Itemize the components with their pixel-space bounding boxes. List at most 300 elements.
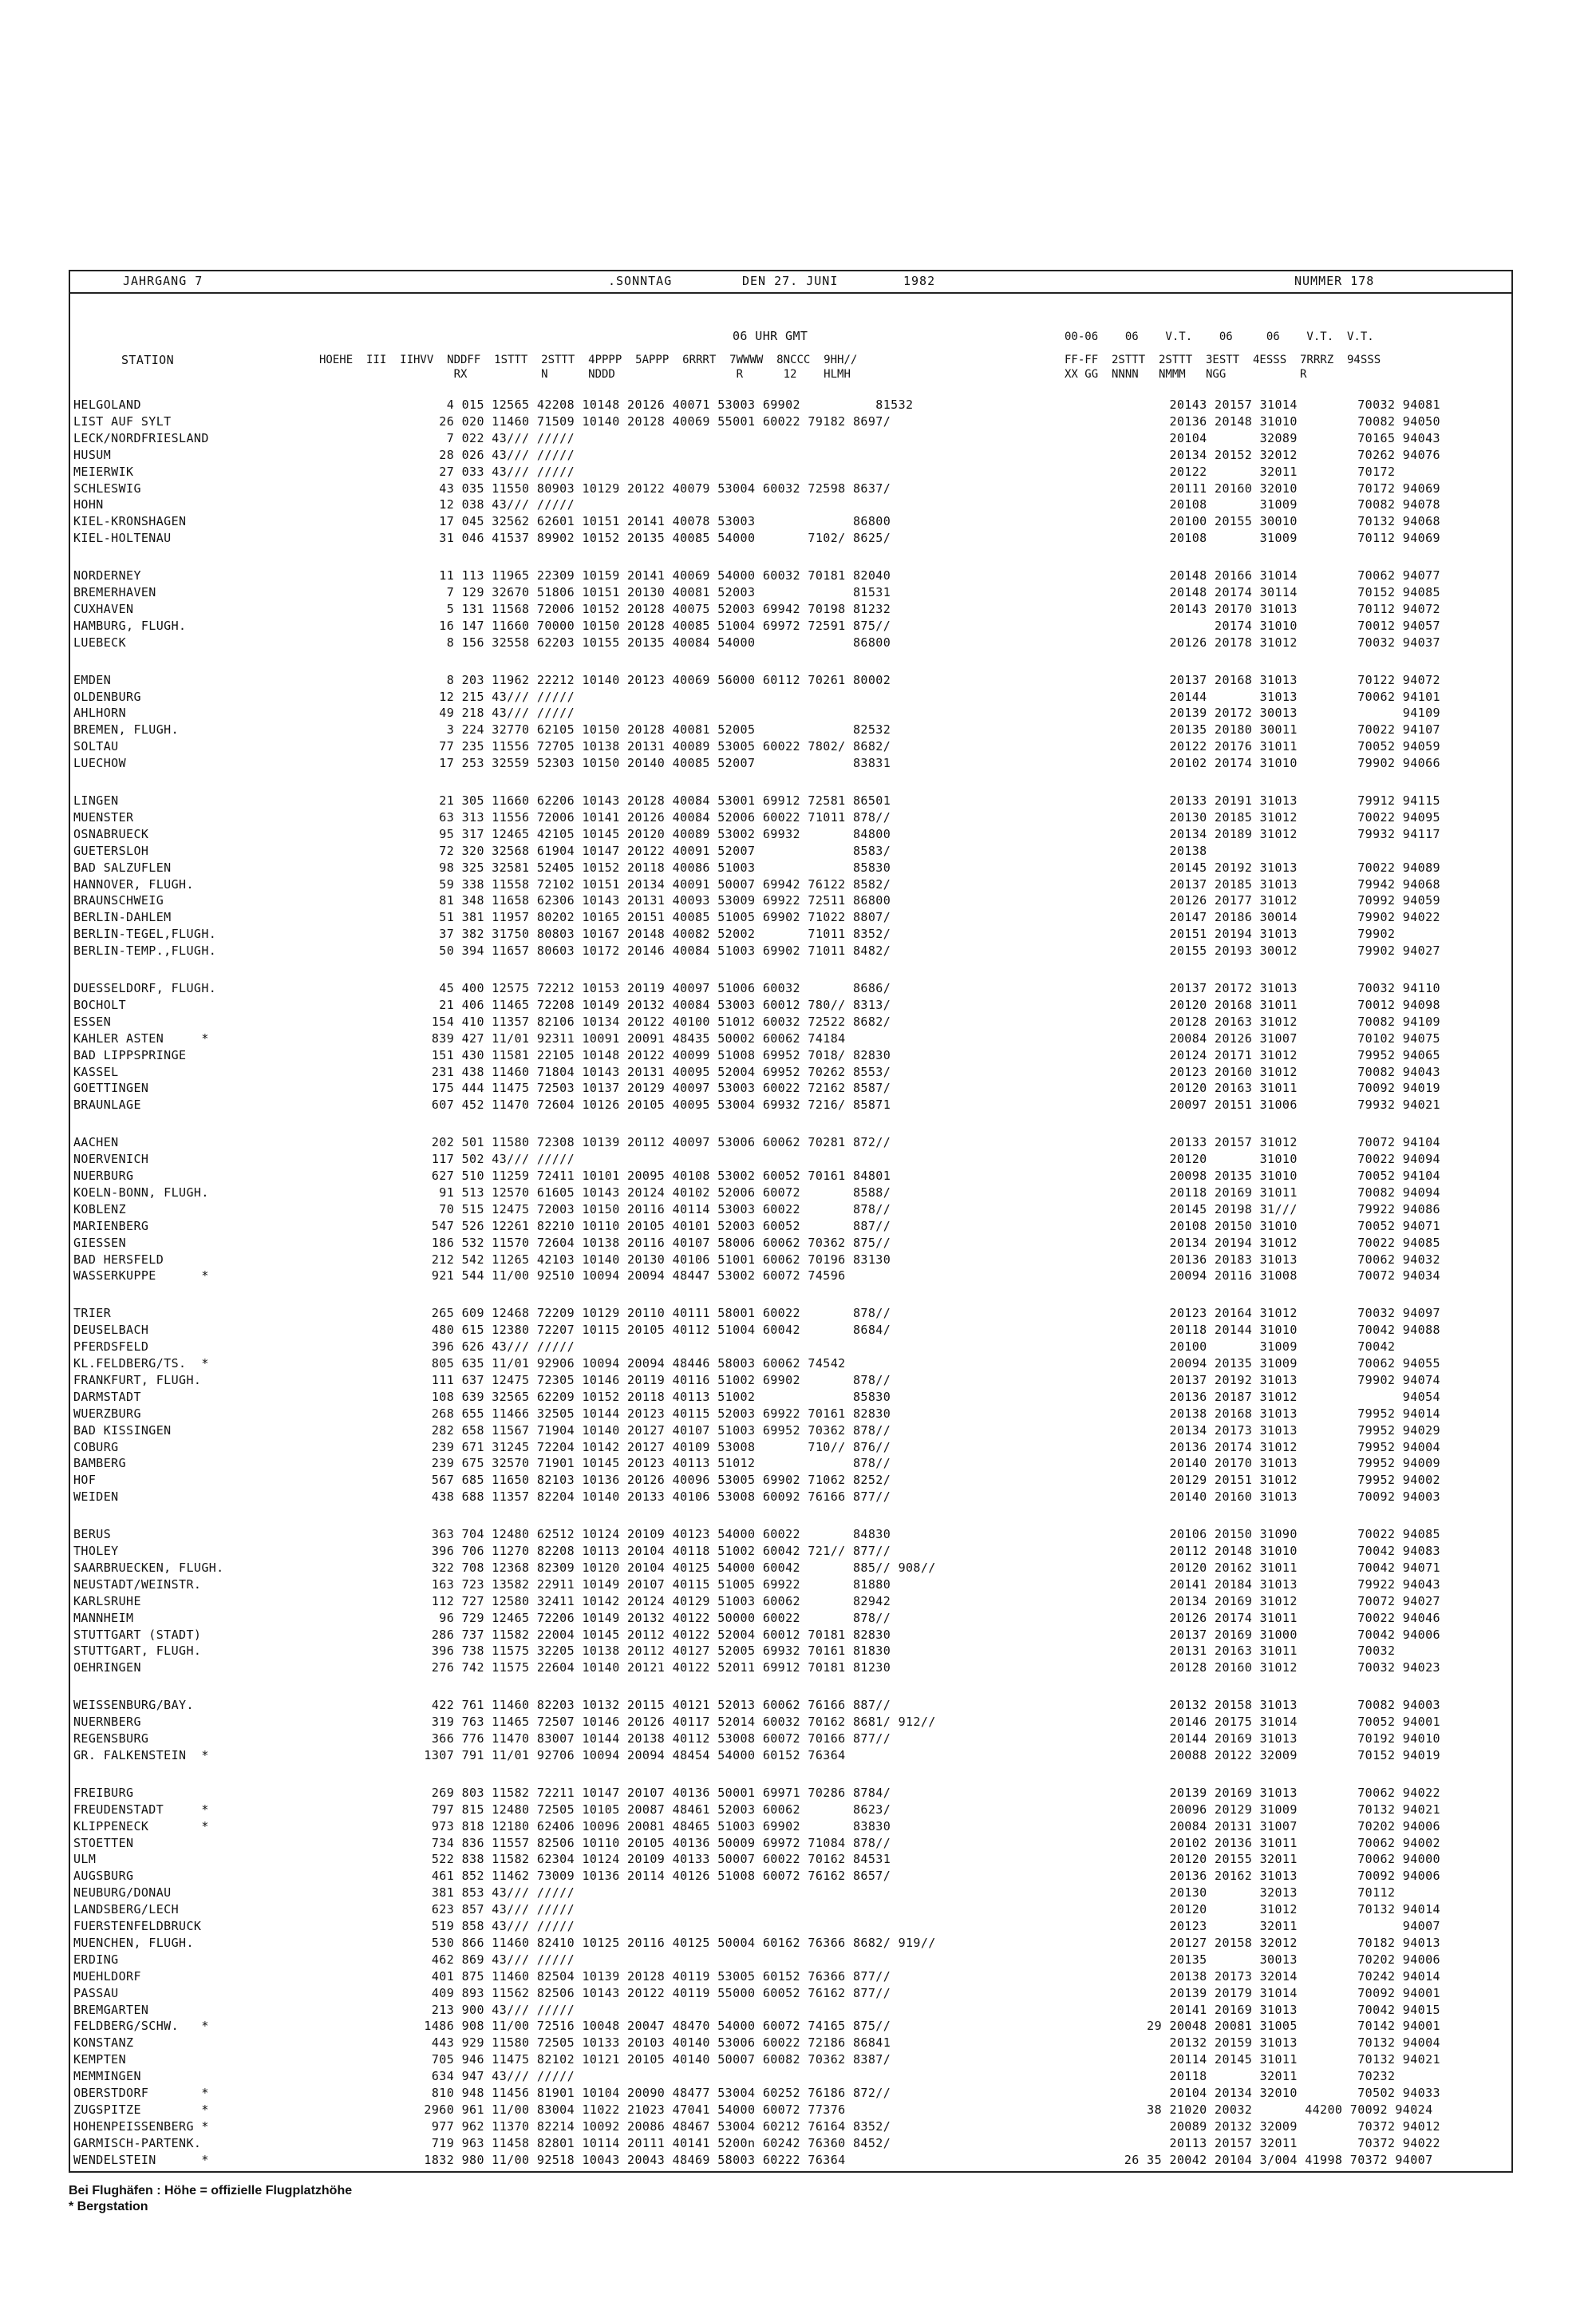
supplementary-groups: 20148 20166 31014 70062 94077 [1109, 568, 1440, 583]
station-name: BAD KISSINGEN [73, 1422, 172, 1438]
station-name: AACHEN [73, 1135, 119, 1150]
issue-number: NUMMER 178 [1294, 274, 1375, 288]
observation-groups: 396 706 11270 82208 10113 20104 40118 51002 60042 721// 877// [417, 1544, 891, 1558]
table-row [70, 1986, 1515, 2003]
observation-groups: 322 708 12368 82309 10120 20104 40125 54000 60042 885// 908// [417, 1560, 936, 1575]
observation-groups: 96 729 12465 72206 10149 20132 40122 50000 60022 878// [417, 1610, 891, 1625]
table-row [70, 431, 1515, 448]
observation-groups: 213 900 43/// ///// [417, 2002, 575, 2017]
table-row [70, 827, 1515, 844]
station-name: NORDERNEY [73, 568, 141, 583]
table-row [70, 1885, 1515, 1902]
table-row [70, 1339, 1515, 1356]
table-row [70, 531, 1515, 548]
observation-groups: 81 348 11658 62306 10143 20131 40093 53009 69922 72511 86800 [417, 893, 891, 908]
station-column-header: STATION [121, 353, 175, 367]
station-name: BRAUNSCHWEIG [73, 893, 164, 908]
supplementary-groups: 20137 20172 31013 70032 94110 [1109, 981, 1440, 995]
table-row [70, 1252, 1515, 1269]
station-name: AUGSBURG [73, 1869, 134, 1884]
observation-groups: 462 869 43/// ///// [417, 1952, 575, 1967]
observation-groups: 2960 961 11/00 83004 11022 21023 47041 54000 60072 77376 [417, 2102, 846, 2117]
observation-groups: 27 033 43/// ///// [417, 464, 575, 479]
supplementary-groups: 20120 20168 31011 70012 94098 [1109, 997, 1440, 1012]
supplementary-groups: 20131 20163 31011 70032 [1109, 1644, 1396, 1659]
table-row [70, 1202, 1515, 1219]
supplementary-groups: 20138 20168 31013 79952 94014 [1109, 1406, 1440, 1421]
supplementary-groups: 20108 20150 31010 70052 94071 [1109, 1218, 1440, 1233]
supplementary-groups: 20147 20186 30014 79902 94022 [1109, 910, 1440, 925]
observation-groups: 363 704 12480 62512 10124 20109 40123 54000 60022 84830 [417, 1527, 891, 1542]
supplementary-groups: 20144 31013 70062 94101 [1109, 689, 1440, 704]
station-name: STUTTGART (STADT) [73, 1627, 202, 1642]
station-name: SOLTAU [73, 739, 119, 754]
date-label: DEN 27. JUNI [742, 274, 839, 288]
supplementary-groups: 20126 20177 31012 70992 94059 [1109, 893, 1440, 908]
supplementary-groups: 20098 20135 31010 70052 94104 [1109, 1169, 1440, 1183]
station-name: KOELN-BONN, FLUGH. [73, 1185, 209, 1200]
table-row [70, 514, 1515, 531]
supplementary-groups: 20137 20192 31013 79902 94074 [1109, 1372, 1440, 1387]
station-name: OEHRINGEN [73, 1660, 141, 1675]
station-name: ULM [73, 1852, 97, 1867]
supplementary-groups: 20118 20144 31010 70042 94088 [1109, 1323, 1440, 1338]
station-name: BERUS [73, 1527, 112, 1542]
station-name: BREMGARTEN [73, 2002, 149, 2017]
supplementary-groups: 20096 20129 31009 70132 94021 [1109, 1802, 1440, 1817]
year-label: 1982 [903, 274, 936, 288]
observation-groups: 921 544 11/00 92510 10094 20094 48447 53002 60072 74596 [417, 1268, 846, 1284]
station-name: KOBLENZ [73, 1201, 127, 1216]
table-row [70, 1577, 1515, 1594]
station-name: KONSTANZ [73, 2035, 134, 2051]
observation-groups: 461 852 11462 73009 10136 20114 40126 51008 60072 76162 8657/ [417, 1869, 891, 1884]
station-name: DUESSELDORF, FLUGH. [73, 981, 217, 995]
observation-groups: 16 147 11660 70000 10150 20128 40085 51004 69972 72591 875// [417, 618, 891, 633]
supplementary-groups: 20104 32089 70165 94043 [1109, 430, 1440, 445]
observation-groups: 839 427 11/01 92311 10091 20091 48435 50002 60062 74184 [417, 1030, 846, 1046]
station-name: HUSUM [73, 447, 112, 462]
table-row [70, 1748, 1515, 1765]
supplementary-groups: 20134 20189 31012 79932 94117 [1109, 826, 1440, 841]
observation-groups: 366 776 11470 83007 10144 20138 40112 53008 60072 70166 877// [417, 1731, 891, 1746]
observation-groups: 63 313 11556 72006 10141 20126 40084 52006 60022 71011 878// [417, 809, 891, 825]
observation-groups: 91 513 12570 61605 10143 20124 40102 52006 60072 8588/ [417, 1185, 891, 1200]
supplementary-groups: 20136 20183 31013 70062 94032 [1109, 1252, 1440, 1267]
station-name: FRANKFURT, FLUGH. [73, 1372, 202, 1387]
station-name: GR. FALKENSTEIN * [73, 1747, 209, 1762]
supplementary-groups: 20135 30013 70202 94006 [1109, 1952, 1440, 1967]
observation-groups: 734 836 11557 82506 10110 20105 40136 50009 69972 71084 878// [417, 1835, 891, 1850]
station-name: HOF [73, 1473, 97, 1488]
observation-groups: 282 658 11567 71904 10140 20127 40107 51003 69952 70362 878// [417, 1422, 891, 1438]
observation-groups: 409 893 11562 82506 10143 20122 40119 55000 60052 76162 877// [417, 1985, 891, 2000]
station-name: KIEL-KRONSHAGEN [73, 514, 187, 529]
observation-groups: 95 317 12465 42105 10145 20120 40089 53002 69932 84800 [417, 826, 891, 841]
table-row [70, 1065, 1515, 1082]
station-name: NOERVENICH [73, 1152, 149, 1167]
table-row [70, 2136, 1515, 2153]
observation-groups: 4 015 12565 42208 10148 20126 40071 53003 69902 81532 [417, 398, 914, 412]
station-name: THOLEY [73, 1544, 119, 1558]
observation-groups: 422 761 11460 82203 10132 20115 40121 52013 60062 76166 887// [417, 1698, 891, 1713]
station-name: NEUBURG/DONAU [73, 1885, 172, 1901]
observation-groups: 1307 791 11/01 92706 10094 20094 48454 54000 60152 76364 [417, 1747, 846, 1762]
table-row [70, 1731, 1515, 1748]
supplementary-groups: 20138 [1109, 843, 1207, 858]
observation-groups: 268 655 11466 32505 10144 20123 40115 52003 69922 70161 82830 [417, 1406, 891, 1421]
right-columns-subheader: XX GG NNNN NMMM NGG R [1065, 368, 1307, 381]
station-name: SCHLESWIG [73, 481, 141, 496]
supplementary-groups: 20114 20145 31011 70132 94021 [1109, 2052, 1440, 2067]
observation-groups: 212 542 11265 42103 10140 20130 40106 51001 60062 70196 83130 [417, 1252, 891, 1267]
station-name: KIEL-HOLTENAU [73, 531, 172, 546]
table-row [70, 1660, 1515, 1677]
supplementary-groups: 20141 20169 31013 70042 94015 [1109, 2002, 1440, 2017]
observation-groups: 547 526 12261 82210 10110 20105 40101 52003 60052 887// [417, 1218, 891, 1233]
station-name: WUERZBURG [73, 1406, 141, 1421]
observation-groups: 805 635 11/01 92906 10094 20094 48446 58003 60062 74542 [417, 1356, 846, 1371]
supplementary-groups: 20136 20187 31012 94054 [1109, 1389, 1440, 1404]
supplementary-groups: 20113 20157 32011 70372 94022 [1109, 2135, 1440, 2150]
supplementary-groups: 20139 20172 30013 94109 [1109, 706, 1440, 721]
observation-groups: 797 815 12480 72505 10105 20087 48461 52003 60062 8623/ [417, 1802, 891, 1817]
station-name: BERLIN-TEGEL,FLUGH. [73, 927, 217, 942]
supplementary-groups: 20134 20194 31012 70022 94085 [1109, 1235, 1440, 1250]
observation-groups: 319 763 11465 72507 10146 20126 40117 52014 60032 70162 8681/ 912// [417, 1715, 936, 1730]
station-name: MANNHEIM [73, 1610, 134, 1625]
supplementary-groups: 20123 32011 94007 [1109, 1919, 1440, 1933]
station-name: BAD HERSFELD [73, 1252, 164, 1267]
table-row [70, 756, 1515, 773]
supplementary-groups: 20136 20148 31010 70082 94050 [1109, 413, 1440, 429]
station-name: REGENSBURG [73, 1731, 149, 1746]
supplementary-groups: 20155 20193 30012 79902 94027 [1109, 943, 1440, 959]
supplementary-groups: 20132 20158 31013 70082 94003 [1109, 1698, 1440, 1713]
station-name: LUEBECK [73, 635, 127, 650]
table-row [70, 1135, 1515, 1152]
station-name: COBURG [73, 1439, 119, 1454]
station-name: WENDELSTEIN * [73, 2152, 209, 2167]
table-row [70, 1268, 1515, 1285]
supplementary-groups: 20133 20191 31013 79912 94115 [1109, 793, 1440, 808]
table-row [70, 1098, 1515, 1114]
observation-groups: 72 320 32568 61904 10147 20122 40091 52007 8583/ [417, 843, 891, 858]
report-header [70, 271, 1511, 294]
table-row [70, 1544, 1515, 1560]
table-row [70, 1185, 1515, 1202]
table-row [70, 910, 1515, 927]
station-name: FREUDENSTADT * [73, 1802, 209, 1817]
station-name: KARLSRUHE [73, 1593, 141, 1608]
supplementary-groups: 20112 20148 31010 70042 94083 [1109, 1544, 1440, 1558]
observation-groups: 567 685 11650 82103 10136 20126 40096 53005 69902 71062 8252/ [417, 1473, 891, 1488]
supplementary-groups: 20102 20136 31011 70062 94002 [1109, 1835, 1440, 1850]
supplementary-groups: 20123 20160 31012 70082 94043 [1109, 1064, 1440, 1079]
station-name: OLDENBURG [73, 689, 141, 704]
supplementary-groups: 20134 20152 32012 70262 94076 [1109, 447, 1440, 462]
station-name: BERLIN-DAHLEM [73, 910, 172, 925]
table-row [70, 2086, 1515, 2102]
observation-groups: 31 046 41537 89902 10152 20135 40085 54000 7102/ 8625/ [417, 531, 891, 546]
supplementary-groups: 20126 20178 31012 70032 94037 [1109, 635, 1440, 650]
station-name: OSNABRUECK [73, 826, 149, 841]
observation-groups: 98 325 32581 52405 10152 20118 40086 51003 85830 [417, 860, 891, 875]
observation-groups: 401 875 11460 82504 10139 20128 40119 53005 60152 76366 877// [417, 1968, 891, 1984]
station-name: NUERBURG [73, 1169, 134, 1183]
supplementary-groups: 20138 20173 32014 70242 94014 [1109, 1968, 1440, 1984]
supplementary-groups: 20129 20151 31012 79952 94002 [1109, 1473, 1440, 1488]
station-name: SAARBRUECKEN, FLUGH. [73, 1560, 224, 1575]
supplementary-groups: 20135 20180 30011 70022 94107 [1109, 722, 1440, 738]
station-name: GOETTINGEN [73, 1081, 149, 1096]
station-name: GUETERSLOH [73, 843, 149, 858]
observation-groups: 286 737 11582 22004 10145 20112 40122 52004 60012 70181 82830 [417, 1627, 891, 1642]
observation-groups: 7 129 32670 51806 10151 20130 40081 52003 81531 [417, 585, 891, 599]
observation-groups: 8 203 11962 22212 10140 20123 40069 56000 60112 70261 80002 [417, 672, 891, 687]
table-row [70, 1969, 1515, 1986]
supplementary-groups: 20136 20174 31012 79952 94004 [1109, 1439, 1440, 1454]
observation-groups: 480 615 12380 72207 10115 20105 40112 51004 60042 8684/ [417, 1323, 891, 1338]
station-name: LANDSBERG/LECH [73, 1902, 180, 1917]
station-name: KAHLER ASTEN * [73, 1030, 209, 1046]
observation-groups: 50 394 11657 80603 10172 20146 40084 51003 69902 71011 8482/ [417, 943, 891, 959]
observation-groups: 17 253 32559 52303 10150 20140 40085 52007 83831 [417, 756, 891, 771]
supplementary-groups: 20130 32013 70112 [1109, 1885, 1396, 1901]
observation-groups: 49 218 43/// ///// [417, 706, 575, 721]
footnote-airports: Bei Flughäfen : Höhe = offizielle Flugplatzhöhe [69, 2184, 353, 2197]
table-row [70, 927, 1515, 943]
observation-groups: 5 131 11568 72006 10152 20128 40075 52003 69942 70198 81232 [417, 601, 891, 616]
table-row [70, 2003, 1515, 2019]
station-name: ESSEN [73, 1014, 112, 1029]
station-name: PFERDSFELD [73, 1339, 149, 1355]
station-name: BRAUNLAGE [73, 1098, 141, 1113]
supplementary-groups: 20122 20176 31011 70052 94059 [1109, 739, 1440, 754]
station-name: MUEHLDORF [73, 1968, 141, 1984]
observation-groups: 12 038 43/// ///// [417, 497, 575, 512]
table-row [70, 602, 1515, 619]
table-row [70, 844, 1515, 860]
table-row [70, 981, 1515, 998]
station-name: WEISSENBURG/BAY. [73, 1698, 194, 1713]
supplementary-groups: 20145 20198 31/// 79922 94086 [1109, 1201, 1440, 1216]
supplementary-groups: 20097 20151 31006 79932 94021 [1109, 1098, 1440, 1113]
table-row [70, 860, 1515, 877]
table-row [70, 1836, 1515, 1853]
supplementary-groups: 20118 20169 31011 70082 94094 [1109, 1185, 1440, 1200]
supplementary-groups: 20132 20159 31013 70132 94004 [1109, 2035, 1440, 2051]
observation-groups: 108 639 32565 62209 10152 20118 40113 51002 85830 [417, 1389, 891, 1404]
table-row [70, 739, 1515, 756]
observation-groups: 7 022 43/// ///// [417, 430, 575, 445]
station-name: CUXHAVEN [73, 601, 134, 616]
table-row [70, 2035, 1515, 2052]
station-name: PASSAU [73, 1985, 119, 2000]
observation-groups: 21 305 11660 62206 10143 20128 40084 53001 69912 72581 86501 [417, 793, 891, 808]
table-row [70, 1952, 1515, 1969]
supplementary-groups: 20151 20194 31013 79902 [1109, 927, 1396, 942]
observation-groups: 17 045 32562 62601 10151 20141 40078 53003 86800 [417, 514, 891, 529]
observation-groups: 151 430 11581 22105 10148 20122 40099 51008 69952 7018/ 82830 [417, 1047, 891, 1062]
volume-label: JAHRGANG 7 [123, 274, 203, 288]
table-row [70, 2019, 1515, 2035]
table-row [70, 497, 1515, 514]
station-name: MEIERWIK [73, 464, 134, 479]
supplementary-groups: 29 20048 20081 31005 70142 94001 [1109, 2019, 1440, 2034]
station-name: STUTTGART, FLUGH. [73, 1644, 202, 1659]
station-name: KEMPTEN [73, 2052, 127, 2067]
supplementary-groups: 20134 20173 31013 79952 94029 [1109, 1422, 1440, 1438]
table-row [70, 1628, 1515, 1644]
observation-groups: 607 452 11470 72604 10126 20105 40095 53004 69932 7216/ 85871 [417, 1098, 891, 1113]
table-row [70, 2069, 1515, 2086]
observation-groups: 627 510 11259 72411 10101 20095 40108 53002 60052 70161 84801 [417, 1169, 891, 1183]
supplementary-groups: 20120 20162 31011 70042 94071 [1109, 1560, 1440, 1575]
station-name: STOETTEN [73, 1835, 134, 1850]
station-name: BREMEN, FLUGH. [73, 722, 180, 738]
table-row [70, 1390, 1515, 1406]
observation-groups: 530 866 11460 82410 10125 20116 40125 50004 60162 76366 8682/ 919// [417, 1935, 936, 1950]
station-name: WASSERKUPPE * [73, 1268, 209, 1284]
station-name: ERDING [73, 1952, 119, 1967]
table-row [70, 619, 1515, 635]
table-row [70, 1323, 1515, 1339]
table-row [70, 1869, 1515, 1885]
table-row [70, 1489, 1515, 1506]
table-row [70, 1786, 1515, 1802]
station-name: MARIENBERG [73, 1218, 149, 1233]
supplementary-groups: 20127 20158 32012 70182 94013 [1109, 1935, 1440, 1950]
station-name: OBERSTDORF * [73, 2086, 209, 2100]
supplementary-groups: 20137 20185 31013 79942 94068 [1109, 876, 1440, 892]
table-row [70, 1440, 1515, 1457]
table-row [70, 1473, 1515, 1489]
supplementary-groups: 20108 31009 70082 94078 [1109, 497, 1440, 512]
observation-groups: 70 515 12475 72003 10150 20116 40114 53003 60022 878// [417, 1201, 891, 1216]
table-row [70, 1560, 1515, 1577]
table-row [70, 1423, 1515, 1440]
station-name: HANNOVER, FLUGH. [73, 876, 194, 892]
table-row [70, 1802, 1515, 1819]
station-name: BREMERHAVEN [73, 585, 156, 599]
supplementary-groups: 20140 20170 31013 79952 94009 [1109, 1456, 1440, 1471]
observation-groups: 28 026 43/// ///// [417, 447, 575, 462]
station-name: DEUSELBACH [73, 1323, 149, 1338]
station-name: MEMMINGEN [73, 2069, 141, 2084]
station-name: HELGOLAND [73, 398, 141, 412]
supplementary-groups: 20100 31009 70042 [1109, 1339, 1396, 1355]
weekday-label: .SONNTAG [608, 274, 673, 288]
right-group-header: 00-06 06 V.T. 06 06 V.T. V.T. [1065, 330, 1374, 343]
supplementary-groups: 20108 31009 70112 94069 [1109, 531, 1440, 546]
observation-groups: 276 742 11575 22604 10140 20121 40122 52011 69912 70181 81230 [417, 1660, 891, 1675]
observation-groups: 117 502 43/// ///// [417, 1152, 575, 1167]
table-row [70, 1081, 1515, 1098]
station-name: HAMBURG, FLUGH. [73, 618, 187, 633]
observation-groups: 443 929 11580 72505 10133 20103 40140 53006 60022 72186 86841 [417, 2035, 891, 2051]
supplementary-groups: 20140 20160 31013 70092 94003 [1109, 1489, 1440, 1505]
supplementary-groups: 20146 20175 31014 70052 94001 [1109, 1715, 1440, 1730]
observation-groups: 51 381 11957 80202 10165 20151 40085 51005 69902 71022 8807/ [417, 910, 891, 925]
observation-groups: 977 962 11370 82214 10092 20086 48467 53004 60212 76164 8352/ [417, 2118, 891, 2134]
station-name: NUERNBERG [73, 1715, 141, 1730]
table-row [70, 722, 1515, 739]
footnote-mountain-station: * Bergstation [69, 2200, 148, 2213]
table-row [70, 1715, 1515, 1731]
table-row [70, 998, 1515, 1015]
weather-report-sheet [69, 270, 1513, 2173]
observation-groups: 43 035 11550 80903 10129 20122 40079 53004 60032 72598 8637/ [417, 481, 891, 496]
supplementary-groups: 20120 20163 31011 70092 94019 [1109, 1081, 1440, 1096]
supplementary-groups: 20120 31012 70132 94014 [1109, 1902, 1440, 1917]
table-row [70, 810, 1515, 827]
table-row [70, 706, 1515, 722]
table-row [70, 1031, 1515, 1048]
observation-groups: 175 444 11475 72503 10137 20129 40097 53003 60022 72162 8587/ [417, 1081, 891, 1096]
observation-groups: 1832 980 11/00 92518 10043 20043 48469 58003 60222 76364 [417, 2152, 846, 2167]
station-name: KLIPPENECK * [73, 1818, 209, 1833]
supplementary-groups: 20094 20116 31008 70072 94034 [1109, 1268, 1440, 1284]
observation-groups: 21 406 11465 72208 10149 20132 40084 53003 60012 780// 8313/ [417, 997, 891, 1012]
supplementary-groups: 20104 20134 32010 70502 94033 [1109, 2086, 1440, 2100]
table-row [70, 2102, 1515, 2119]
supplementary-groups: 20120 20155 32011 70062 94000 [1109, 1852, 1440, 1867]
station-name: BAMBERG [73, 1456, 127, 1471]
observation-groups: 519 858 43/// ///// [417, 1919, 575, 1933]
observation-groups: 719 963 11458 82801 10114 20111 40141 5200n 60242 76360 8452/ [417, 2135, 891, 2150]
observation-groups: 381 853 43/// ///// [417, 1885, 575, 1901]
table-row [70, 448, 1515, 465]
observation-groups: 1486 908 11/00 72516 10048 20047 48470 54000 60072 74165 875// [417, 2019, 891, 2034]
station-name: EMDEN [73, 672, 112, 687]
table-row [70, 1048, 1515, 1065]
station-name: LECK/NORDFRIESLAND [73, 430, 209, 445]
station-name: HOHENPEISSENBERG * [73, 2118, 209, 2134]
supplementary-groups: 20134 20169 31012 70072 94027 [1109, 1593, 1440, 1608]
observation-groups: 3 224 32770 62105 10150 20128 40081 52005 82532 [417, 722, 891, 738]
supplementary-groups: 20143 20170 31013 70112 94072 [1109, 601, 1440, 616]
observation-groups: 810 948 11456 81901 10104 20090 48477 53004 60252 76186 872// [417, 2086, 891, 2100]
table-row [70, 1936, 1515, 1952]
supplementary-groups: 20118 32011 70232 [1109, 2069, 1396, 2084]
observation-time: 06 UHR GMT [733, 329, 808, 343]
supplementary-groups: 20111 20160 32010 70172 94069 [1109, 481, 1440, 496]
supplementary-groups: 20136 20162 31013 70092 94006 [1109, 1869, 1440, 1884]
station-name: BAD SALZUFLEN [73, 860, 172, 875]
table-row [70, 877, 1515, 894]
supplementary-groups: 20143 20157 31014 70032 94081 [1109, 398, 1440, 412]
table-row [70, 793, 1515, 810]
table-row [70, 1015, 1515, 1031]
station-name: MUENSTER [73, 809, 134, 825]
supplementary-groups: 20139 20169 31013 70062 94022 [1109, 1785, 1440, 1800]
table-row [70, 1236, 1515, 1252]
observation-groups: 77 235 11556 72705 10138 20131 40089 53005 60022 7802/ 8682/ [417, 739, 891, 754]
table-row [70, 2153, 1515, 2170]
table-row [70, 1644, 1515, 1660]
supplementary-groups: 20100 20155 30010 70132 94068 [1109, 514, 1440, 529]
supplementary-groups: 20137 20169 31000 70042 94006 [1109, 1627, 1440, 1642]
table-row [70, 414, 1515, 431]
supplementary-groups: 20089 20132 32009 70372 94012 [1109, 2118, 1440, 2134]
observation-groups: 186 532 11570 72604 10138 20116 40107 58006 60062 70362 875// [417, 1235, 891, 1250]
observation-groups: 239 675 32570 71901 10145 20123 40113 51012 878// [417, 1456, 891, 1471]
station-name: LIST AUF SYLT [73, 413, 172, 429]
station-name: BAD LIPPSPRINGE [73, 1047, 187, 1062]
observation-groups: 265 609 12468 72209 10129 20110 40111 58001 60022 878// [417, 1306, 891, 1321]
table-row [70, 1611, 1515, 1628]
